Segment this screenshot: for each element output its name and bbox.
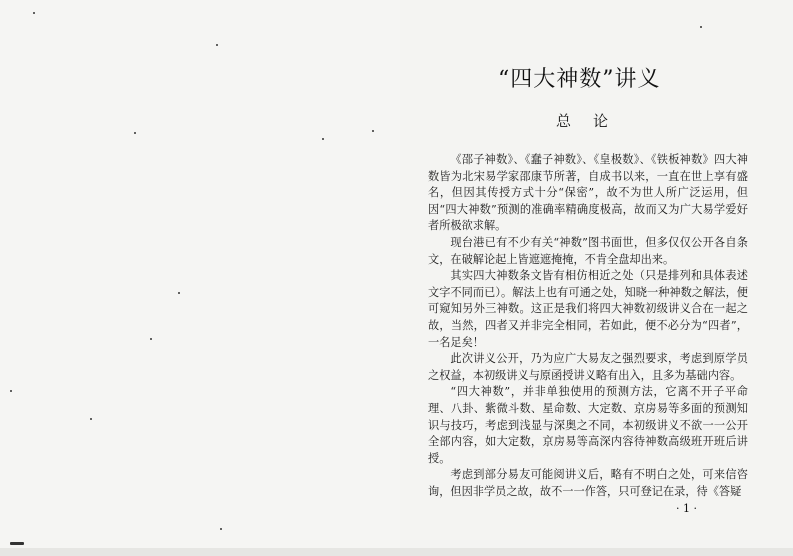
page-title: “四大神数”讲义 (498, 67, 661, 92)
scan-bottom-edge (0, 548, 793, 556)
paragraph: 《邵子神数》、《蠢子神数》、《皇极数》、《铁板神数》四大神数皆为北宋易学家邵康节所著，自成书以来，一直在世上享有盛名，但因其传授方式十分“保密”，故不为世人所广泛运用，但因“四大神数”预测的准确率精确度极高，故而又为广大易学爱好者所极欲求解。 (428, 153, 748, 233)
scan-speck (90, 418, 92, 420)
section-heading: 总论 (556, 112, 631, 130)
scan-speck (10, 390, 12, 392)
scan-speck (33, 12, 35, 14)
scan-speck (10, 542, 24, 545)
body-text (428, 152, 748, 500)
scan-speck (322, 138, 324, 140)
paragraph: “四大神数”，并非单独使用的预测方法，它离不开子平命理、八卦、紫微斗数、星命数、大定数、京房易等多面的预测知识与技巧，考虑到浅显与深奥之不同，本初级讲义不欲一一公开全部内容，如大定数，京房易等高深内容待神数高级班开班后讲授。 (428, 385, 748, 465)
scan-speck (700, 26, 702, 28)
paragraph: 考虑到部分易友可能阅讲义后，略有不明白之处，可来信咨询，但因非学员之故，故不一一作答，只可登记在录，待《答疑 (428, 468, 748, 498)
paragraph: 现台港已有不少有关“神数”图书面世，但多仅仅公开各自条文，在破解论起上皆遮遮掩掩，不肯全盘却出来。 (428, 235, 748, 266)
paragraph: 此次讲义公开，乃为应广大易友之强烈要求，考虑到原学员之权益，本初级讲义与原函授讲义略有出入，且多为基础内容。 (428, 352, 748, 382)
scan-speck (220, 528, 222, 530)
scan-speck (372, 130, 374, 132)
scan-speck (150, 338, 152, 340)
paragraph: 其实四大神数条文皆有相仿相近之处（只是排列和具体表述文字不同而已）。解法上也有可通之处，知晓一种神数之解法，便可窥知另外三神数。这正是我们将四大神数初级讲义合在一起之故，当然，四者又并非完全相同，若如此，便不必分为“四者”，一名足矣！ (428, 269, 748, 349)
scan-speck (134, 132, 136, 134)
page-number: · 1 · (676, 502, 697, 515)
scan-speck (216, 44, 218, 46)
scan-speck (178, 292, 180, 294)
